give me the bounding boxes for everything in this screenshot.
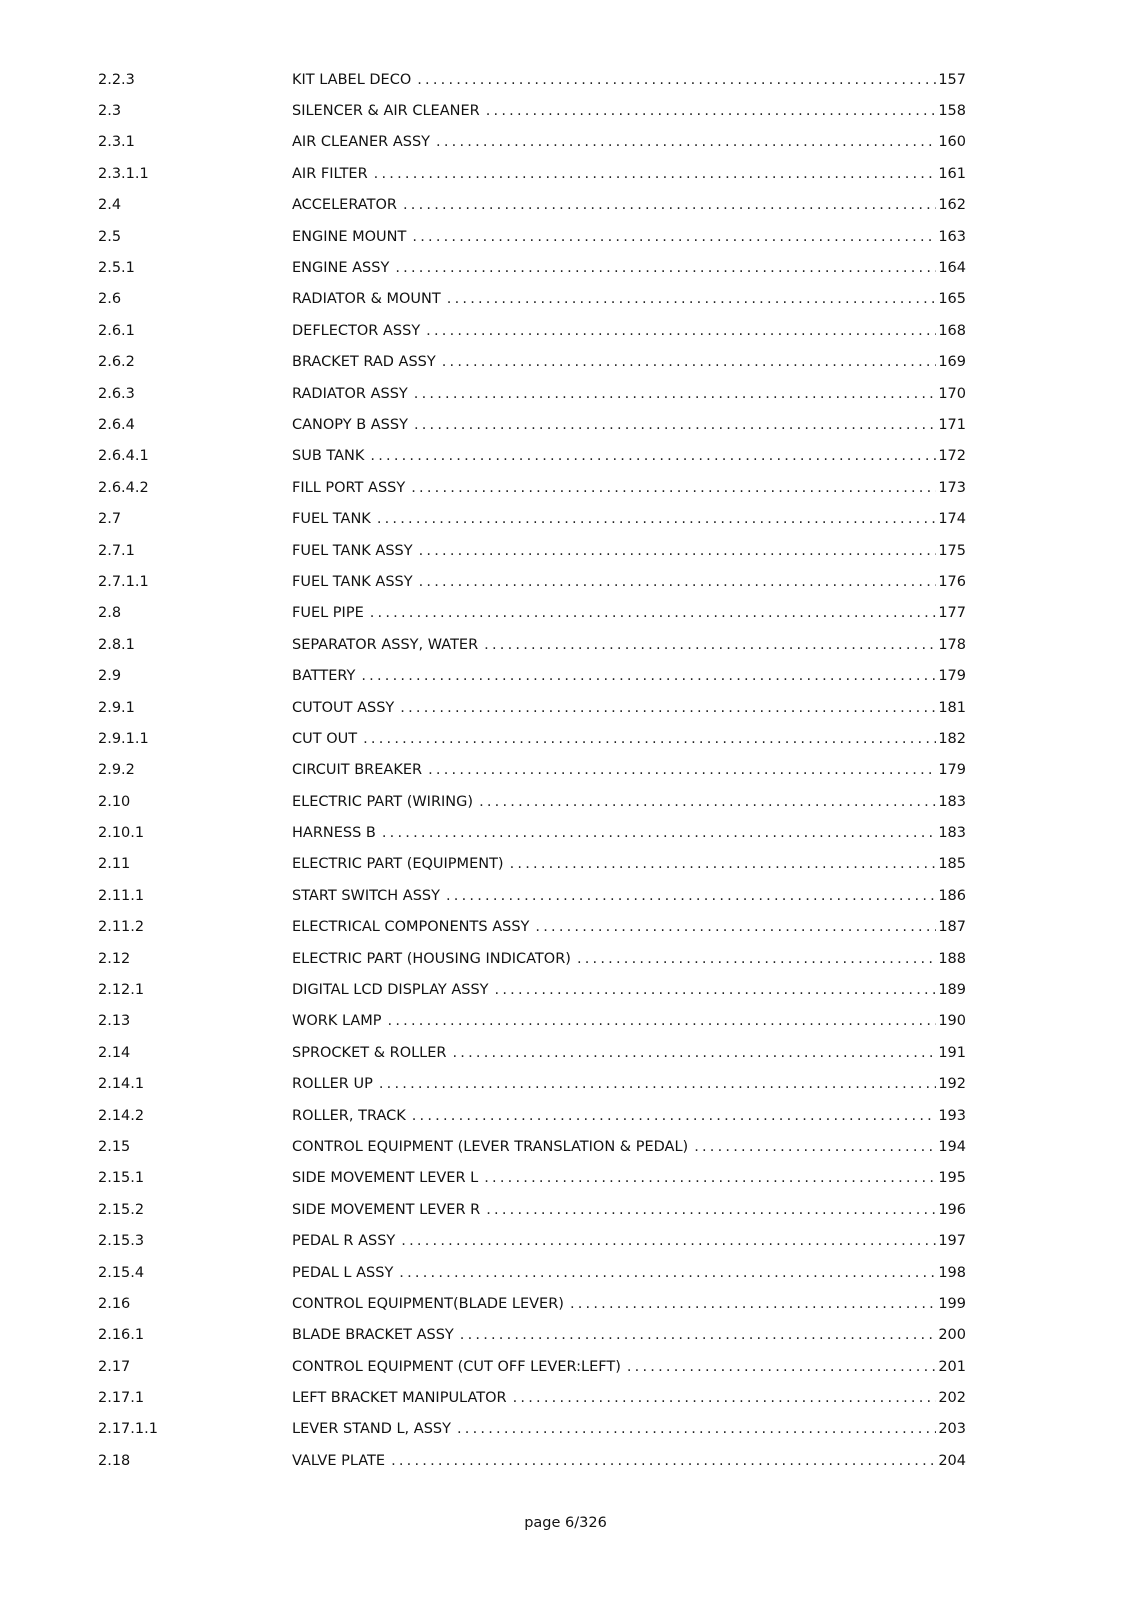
toc-section-title: CONTROL EQUIPMENT(BLADE LEVER) bbox=[292, 1295, 564, 1312]
dot-leader bbox=[453, 1045, 937, 1061]
dot-leader bbox=[419, 574, 937, 590]
toc-row[interactable] bbox=[0, 817, 1131, 848]
dot-leader bbox=[442, 354, 937, 370]
toc-page-number: 179 bbox=[938, 762, 966, 779]
toc-row[interactable] bbox=[0, 880, 1131, 911]
toc-entry bbox=[292, 1453, 966, 1469]
toc-row[interactable] bbox=[0, 409, 1131, 440]
toc-entry bbox=[292, 888, 966, 904]
dot-leader bbox=[447, 291, 937, 307]
dot-leader bbox=[627, 1359, 936, 1375]
toc-section-number: 2.14.2 bbox=[98, 1107, 145, 1124]
dot-leader bbox=[401, 1233, 936, 1249]
toc-row[interactable] bbox=[0, 598, 1131, 629]
toc-section-number: 2.3.1 bbox=[98, 134, 135, 151]
dot-leader bbox=[370, 605, 937, 621]
toc-section-number: 2.6 bbox=[98, 291, 122, 308]
toc-section-number: 2.8 bbox=[98, 605, 122, 622]
toc-entry bbox=[292, 982, 966, 998]
toc-row[interactable] bbox=[0, 755, 1131, 786]
toc-row[interactable] bbox=[0, 503, 1131, 534]
toc-entry bbox=[292, 260, 966, 276]
toc-page-number: 202 bbox=[938, 1390, 966, 1407]
toc-entry bbox=[292, 1076, 966, 1092]
toc-page-number: 200 bbox=[938, 1327, 966, 1344]
toc-page-number: 179 bbox=[938, 668, 966, 685]
dot-leader bbox=[484, 1170, 936, 1186]
toc-section-title: WORK LAMP bbox=[292, 1013, 382, 1030]
toc-section-title: ELECTRIC PART (HOUSING INDICATOR) bbox=[292, 950, 571, 967]
dot-leader bbox=[391, 1453, 936, 1469]
toc-page-number: 170 bbox=[938, 385, 966, 402]
toc-section-number: 2.3.1.1 bbox=[98, 165, 149, 182]
dot-leader bbox=[403, 197, 936, 213]
toc-page-number: 183 bbox=[938, 825, 966, 842]
toc-entry bbox=[292, 1390, 966, 1406]
dot-leader bbox=[694, 1139, 936, 1155]
toc-page-number: 173 bbox=[938, 479, 966, 496]
dot-leader bbox=[495, 982, 937, 998]
toc-entry bbox=[292, 1359, 966, 1375]
toc-section-number: 2.14 bbox=[98, 1044, 131, 1061]
toc-entry bbox=[292, 1296, 966, 1312]
toc-section-number: 2.6.4 bbox=[98, 416, 135, 433]
toc-row[interactable] bbox=[0, 1069, 1131, 1100]
toc-section-title: VALVE PLATE bbox=[292, 1452, 386, 1469]
toc-section-number: 2.8.1 bbox=[98, 636, 135, 653]
toc-entry bbox=[292, 794, 966, 810]
toc-row[interactable] bbox=[0, 1382, 1131, 1413]
toc-row[interactable] bbox=[0, 692, 1131, 723]
toc-row[interactable] bbox=[0, 943, 1131, 974]
toc-page-number: 164 bbox=[938, 260, 966, 277]
toc-section-title: ROLLER, TRACK bbox=[292, 1107, 406, 1124]
toc-section-number: 2.12 bbox=[98, 950, 131, 967]
toc-entry bbox=[292, 197, 966, 213]
toc-row[interactable] bbox=[0, 64, 1131, 95]
toc-page-number: 198 bbox=[938, 1264, 966, 1281]
toc-section-title: DEFLECTOR ASSY bbox=[292, 322, 421, 339]
toc-entry bbox=[292, 543, 966, 559]
dot-leader bbox=[486, 1202, 936, 1218]
toc-page-number: 195 bbox=[938, 1170, 966, 1187]
toc-section-number: 2.15.4 bbox=[98, 1264, 145, 1281]
dot-leader bbox=[486, 103, 937, 119]
toc-row[interactable] bbox=[0, 315, 1131, 346]
page-number-footer: page 6/326 bbox=[524, 1515, 607, 1531]
toc-page-number: 196 bbox=[938, 1201, 966, 1218]
toc-section-title: CUTOUT ASSY bbox=[292, 699, 395, 716]
toc-page-number: 203 bbox=[938, 1421, 966, 1438]
toc-page-number: 165 bbox=[938, 291, 966, 308]
toc-section-title: START SWITCH ASSY bbox=[292, 887, 440, 904]
toc-section-number: 2.17.1.1 bbox=[98, 1421, 158, 1438]
dot-leader bbox=[484, 637, 936, 653]
toc-row[interactable] bbox=[0, 1163, 1131, 1194]
toc-entry bbox=[292, 1108, 966, 1124]
toc-entry bbox=[292, 700, 966, 716]
toc-entry bbox=[292, 1170, 966, 1186]
toc-section-number: 2.13 bbox=[98, 1013, 131, 1030]
toc-row[interactable] bbox=[0, 1006, 1131, 1037]
toc-row[interactable] bbox=[0, 158, 1131, 189]
dot-leader bbox=[535, 919, 936, 935]
toc-entry bbox=[292, 1233, 966, 1249]
toc-section-title: CONTROL EQUIPMENT (LEVER TRANSLATION & PEDAL) bbox=[292, 1138, 689, 1155]
toc-page-number: 199 bbox=[938, 1295, 966, 1312]
toc-section-number: 2.15.3 bbox=[98, 1233, 145, 1250]
dot-leader bbox=[414, 386, 937, 402]
dot-leader bbox=[479, 794, 936, 810]
toc-section-title: LEVER STAND L, ASSY bbox=[292, 1421, 451, 1438]
toc-section-number: 2.11.2 bbox=[98, 919, 145, 936]
toc-section-title: CONTROL EQUIPMENT (CUT OFF LEVER:LEFT) bbox=[292, 1358, 621, 1375]
toc-section-number: 2.9.2 bbox=[98, 762, 135, 779]
toc-page-number: 201 bbox=[938, 1358, 966, 1375]
toc-section-number: 2.18 bbox=[98, 1452, 131, 1469]
toc-section-number: 2.9 bbox=[98, 668, 122, 685]
toc-row[interactable] bbox=[0, 1100, 1131, 1131]
toc-entry bbox=[292, 1202, 966, 1218]
dot-leader bbox=[577, 951, 936, 967]
toc-section-number: 2.6.1 bbox=[98, 322, 135, 339]
toc-row[interactable] bbox=[0, 1445, 1131, 1476]
toc-section-number: 2.10 bbox=[98, 793, 131, 810]
toc-section-number: 2.16.1 bbox=[98, 1327, 145, 1344]
toc-entry bbox=[292, 291, 966, 307]
dot-leader bbox=[426, 323, 936, 339]
toc-section-title: SIDE MOVEMENT LEVER R bbox=[292, 1201, 481, 1218]
dot-leader bbox=[513, 1390, 937, 1406]
toc-entry bbox=[292, 229, 966, 245]
toc-section-title: ENGINE ASSY bbox=[292, 260, 390, 277]
dot-leader bbox=[417, 72, 936, 88]
dot-leader bbox=[510, 856, 937, 872]
toc-row[interactable] bbox=[0, 1194, 1131, 1225]
toc-section-title: CUT OUT bbox=[292, 730, 358, 747]
toc-row[interactable] bbox=[0, 1037, 1131, 1068]
toc-section-title: FUEL TANK ASSY bbox=[292, 573, 413, 590]
toc-page-number: 174 bbox=[938, 511, 966, 528]
toc-row[interactable] bbox=[0, 912, 1131, 943]
toc-section-title: ELECTRIC PART (WIRING) bbox=[292, 793, 474, 810]
dot-leader bbox=[428, 762, 936, 778]
toc-entry bbox=[292, 511, 966, 527]
toc-section-title: PEDAL R ASSY bbox=[292, 1233, 396, 1250]
toc-page-number: 158 bbox=[938, 103, 966, 120]
toc-section-title: SIDE MOVEMENT LEVER L bbox=[292, 1170, 479, 1187]
toc-section-number: 2.16 bbox=[98, 1295, 131, 1312]
toc-row[interactable] bbox=[0, 378, 1131, 409]
toc-page-number: 163 bbox=[938, 228, 966, 245]
toc-row[interactable] bbox=[0, 1257, 1131, 1288]
toc-entry bbox=[292, 668, 966, 684]
toc-entry bbox=[292, 1139, 966, 1155]
dot-leader bbox=[361, 668, 936, 684]
toc-row[interactable] bbox=[0, 974, 1131, 1005]
toc-section-number: 2.9.1.1 bbox=[98, 730, 149, 747]
dot-leader bbox=[419, 543, 937, 559]
toc-section-title: SPROCKET & ROLLER bbox=[292, 1044, 447, 1061]
dot-leader bbox=[412, 1108, 937, 1124]
toc-row[interactable] bbox=[0, 566, 1131, 597]
dot-leader bbox=[399, 1265, 936, 1281]
toc-section-number: 2.5.1 bbox=[98, 260, 135, 277]
toc-row[interactable] bbox=[0, 1225, 1131, 1256]
toc-entry bbox=[292, 72, 966, 88]
toc-entry bbox=[292, 637, 966, 653]
toc-section-number: 2.15.2 bbox=[98, 1201, 145, 1218]
toc-entry bbox=[292, 1045, 966, 1061]
dot-leader bbox=[570, 1296, 936, 1312]
toc-section-number: 2.15.1 bbox=[98, 1170, 145, 1187]
toc-page-number: 161 bbox=[938, 165, 966, 182]
toc-section-title: RADIATOR ASSY bbox=[292, 385, 408, 402]
toc-section-title: AIR CLEANER ASSY bbox=[292, 134, 431, 151]
toc-section-number: 2.6.4.1 bbox=[98, 448, 149, 465]
dot-leader bbox=[457, 1421, 936, 1437]
toc-entry bbox=[292, 574, 966, 590]
toc-section-number: 2.3 bbox=[98, 103, 122, 120]
toc-row[interactable] bbox=[0, 221, 1131, 252]
toc-page-number: 171 bbox=[938, 416, 966, 433]
dot-leader bbox=[414, 417, 936, 433]
toc-row[interactable] bbox=[0, 1288, 1131, 1319]
toc-page-number: 176 bbox=[938, 573, 966, 590]
toc-section-title: CANOPY B ASSY bbox=[292, 416, 408, 433]
toc-page-number: 194 bbox=[938, 1138, 966, 1155]
toc-section-title: KIT LABEL DECO bbox=[292, 71, 412, 88]
dot-leader bbox=[377, 511, 937, 527]
toc-section-number: 2.2.3 bbox=[98, 71, 135, 88]
toc-section-number: 2.15 bbox=[98, 1138, 131, 1155]
dot-leader bbox=[370, 448, 936, 464]
toc-page-number: 183 bbox=[938, 793, 966, 810]
toc-page-number: 182 bbox=[938, 730, 966, 747]
toc-entry bbox=[292, 951, 966, 967]
toc-entry bbox=[292, 1327, 966, 1343]
toc-row[interactable] bbox=[0, 95, 1131, 126]
toc-section-number: 2.14.1 bbox=[98, 1076, 145, 1093]
dot-leader bbox=[400, 700, 936, 716]
toc-entry bbox=[292, 1013, 966, 1029]
toc-row[interactable] bbox=[0, 1351, 1131, 1382]
toc-entry bbox=[292, 762, 966, 778]
toc-page-number: 178 bbox=[938, 636, 966, 653]
toc-row[interactable] bbox=[0, 786, 1131, 817]
toc-entry bbox=[292, 480, 966, 496]
toc-section-title: FILL PORT ASSY bbox=[292, 479, 406, 496]
toc-section-number: 2.11.1 bbox=[98, 887, 145, 904]
toc-section-number: 2.7.1 bbox=[98, 542, 135, 559]
dot-leader bbox=[411, 480, 936, 496]
toc-section-title: SILENCER & AIR CLEANER bbox=[292, 103, 480, 120]
toc-row[interactable] bbox=[0, 347, 1131, 378]
dot-leader bbox=[382, 825, 936, 841]
toc-page-number: 190 bbox=[938, 1013, 966, 1030]
toc-section-number: 2.17 bbox=[98, 1358, 131, 1375]
toc-row[interactable] bbox=[0, 535, 1131, 566]
dot-leader bbox=[446, 888, 936, 904]
toc-row[interactable] bbox=[0, 1320, 1131, 1351]
toc-section-title: CIRCUIT BREAKER bbox=[292, 762, 423, 779]
toc-page-number: 187 bbox=[938, 919, 966, 936]
toc-row[interactable] bbox=[0, 1414, 1131, 1445]
toc-entry bbox=[292, 103, 966, 119]
toc-row[interactable] bbox=[0, 660, 1131, 691]
dot-leader bbox=[412, 229, 936, 245]
toc-page-number: 157 bbox=[938, 71, 966, 88]
toc-section-number: 2.6.2 bbox=[98, 354, 135, 371]
toc-row[interactable] bbox=[0, 472, 1131, 503]
toc-section-number: 2.11 bbox=[98, 856, 131, 873]
toc-entry bbox=[292, 825, 966, 841]
toc-section-number: 2.6.3 bbox=[98, 385, 135, 402]
toc-section-number: 2.7 bbox=[98, 511, 122, 528]
toc-entry bbox=[292, 731, 966, 747]
toc-entry bbox=[292, 134, 966, 150]
dot-leader bbox=[374, 166, 937, 182]
toc-page-number: 168 bbox=[938, 322, 966, 339]
dot-leader bbox=[460, 1327, 937, 1343]
dot-leader bbox=[379, 1076, 936, 1092]
toc-section-number: 2.6.4.2 bbox=[98, 479, 149, 496]
toc-section-title: BLADE BRACKET ASSY bbox=[292, 1327, 454, 1344]
toc-section-title: BRACKET RAD ASSY bbox=[292, 354, 436, 371]
toc-row[interactable] bbox=[0, 629, 1131, 660]
toc-page-number: 186 bbox=[938, 887, 966, 904]
toc-row[interactable] bbox=[0, 849, 1131, 880]
toc-entry bbox=[292, 1421, 966, 1437]
toc-row[interactable] bbox=[0, 1131, 1131, 1162]
toc-section-title: ROLLER UP bbox=[292, 1076, 373, 1093]
dot-leader bbox=[363, 731, 936, 747]
toc-section-title: SUB TANK bbox=[292, 448, 365, 465]
toc-section-title: ELECTRIC PART (EQUIPMENT) bbox=[292, 856, 504, 873]
toc-row[interactable] bbox=[0, 723, 1131, 754]
toc-row[interactable] bbox=[0, 252, 1131, 283]
toc-section-title: LEFT BRACKET MANIPULATOR bbox=[292, 1390, 507, 1407]
toc-section-title: SEPARATOR ASSY, WATER bbox=[292, 636, 479, 653]
toc-page-number: 191 bbox=[938, 1044, 966, 1061]
toc-section-number: 2.12.1 bbox=[98, 982, 145, 999]
toc-section-title: HARNESS B bbox=[292, 825, 376, 842]
toc-page-number: 192 bbox=[938, 1076, 966, 1093]
toc-page-number: 188 bbox=[938, 950, 966, 967]
toc-section-title: AIR FILTER bbox=[292, 165, 368, 182]
toc-entry bbox=[292, 386, 966, 402]
toc-row[interactable] bbox=[0, 441, 1131, 472]
dot-leader bbox=[395, 260, 936, 276]
toc-page-number: 185 bbox=[938, 856, 966, 873]
toc-page-number: 197 bbox=[938, 1233, 966, 1250]
toc-section-title: ENGINE MOUNT bbox=[292, 228, 407, 245]
toc-section-number: 2.5 bbox=[98, 228, 122, 245]
dot-leader bbox=[388, 1013, 937, 1029]
toc-entry bbox=[292, 919, 966, 935]
toc-section-number: 2.4 bbox=[98, 197, 122, 214]
toc-page-number: 189 bbox=[938, 982, 966, 999]
toc-section-title: FUEL PIPE bbox=[292, 605, 364, 622]
toc-entry bbox=[292, 354, 966, 370]
dot-leader bbox=[436, 134, 936, 150]
toc-section-number: 2.17.1 bbox=[98, 1390, 145, 1407]
toc-section-number: 2.7.1.1 bbox=[98, 573, 149, 590]
toc-entry bbox=[292, 323, 966, 339]
toc-page-number: 160 bbox=[938, 134, 966, 151]
toc-section-title: FUEL TANK bbox=[292, 511, 371, 528]
toc-entry bbox=[292, 417, 966, 433]
toc-section-title: DIGITAL LCD DISPLAY ASSY bbox=[292, 982, 489, 999]
toc-page-number: 162 bbox=[938, 197, 966, 214]
toc-page-number: 175 bbox=[938, 542, 966, 559]
toc-page-number: 169 bbox=[938, 354, 966, 371]
toc-row[interactable] bbox=[0, 284, 1131, 315]
toc-page-number: 181 bbox=[938, 699, 966, 716]
toc-section-title: RADIATOR & MOUNT bbox=[292, 291, 441, 308]
toc-page-number: 177 bbox=[938, 605, 966, 622]
toc-row[interactable] bbox=[0, 127, 1131, 158]
toc-row[interactable] bbox=[0, 190, 1131, 221]
toc-section-title: BATTERY bbox=[292, 668, 356, 685]
toc-entry bbox=[292, 166, 966, 182]
toc-section-number: 2.10.1 bbox=[98, 825, 145, 842]
toc-entry bbox=[292, 1265, 966, 1281]
toc-section-title: PEDAL L ASSY bbox=[292, 1264, 394, 1281]
toc-entry bbox=[292, 856, 966, 872]
toc-section-number: 2.9.1 bbox=[98, 699, 135, 716]
toc-section-title: ACCELERATOR bbox=[292, 197, 397, 214]
toc-page-number: 172 bbox=[938, 448, 966, 465]
toc-page-number: 193 bbox=[938, 1107, 966, 1124]
toc-entry bbox=[292, 448, 966, 464]
toc-entry bbox=[292, 605, 966, 621]
toc-section-title: FUEL TANK ASSY bbox=[292, 542, 413, 559]
table-of-contents bbox=[0, 64, 1131, 1477]
toc-section-title: ELECTRICAL COMPONENTS ASSY bbox=[292, 919, 530, 936]
toc-page-number: 204 bbox=[938, 1452, 966, 1469]
